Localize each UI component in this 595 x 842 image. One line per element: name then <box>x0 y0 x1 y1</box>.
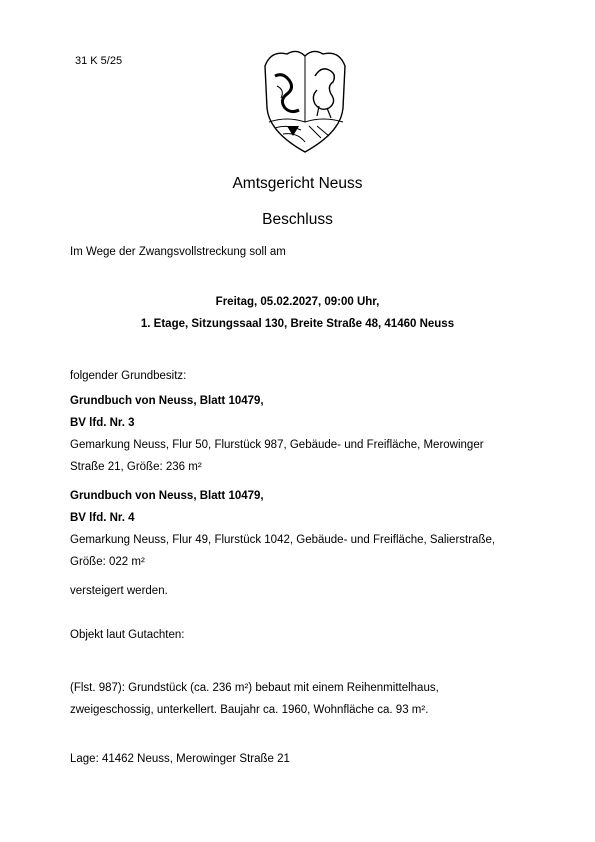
grundbuch-entry: Grundbuch von Neuss, Blatt 10479, <box>70 395 264 407</box>
object-description: Größe: 022 m² <box>70 556 145 568</box>
document-title: Beschluss <box>262 211 333 228</box>
bv-number: BV lfd. Nr. 4 <box>70 512 135 524</box>
object-block-2 <box>70 485 540 573</box>
object-description: Gemarkung Neuss, Flur 49, Flurstück 1042, Gebäude- und Freifläche, Salierstraße, <box>70 534 496 546</box>
grundbuch-entry: Grundbuch von Neuss, Blatt 10479, <box>70 490 264 502</box>
termin-location: 1. Etage, Sitzungssaal 130, Breite Straße 48, 41460 Neuss <box>140 318 455 330</box>
gutachten-text <box>70 677 540 721</box>
intro-text: Im Wege der Zwangsvollstreckung soll am <box>70 246 286 258</box>
object-block-1 <box>70 390 540 478</box>
object-description: Gemarkung Neuss, Flur 50, Flurstück 987, Gebäude- und Freifläche, Merowinger <box>70 439 484 451</box>
grundbesitz-label: folgender Grundbesitz: <box>70 370 187 382</box>
gutachten-label: Objekt laut Gutachten: <box>70 629 185 641</box>
case-number: 31 K 5/25 <box>75 55 123 67</box>
bv-number: BV lfd. Nr. 3 <box>70 417 135 429</box>
gutachten-line: zweigeschossig, unterkellert. Baujahr ca. 1960, Wohnfläche ca. 93 m². <box>70 704 429 716</box>
court-name: Amtsgericht Neuss <box>232 175 363 192</box>
versteigert-text: versteigert werden. <box>70 585 168 597</box>
lage-text: Lage: 41462 Neuss, Merowinger Straße 21 <box>70 753 290 765</box>
gutachten-line: (Flst. 987): Grundstück (ca. 236 m²) bebaut mit einem Reihenmittelhaus, <box>70 682 439 694</box>
coat-of-arms-icon <box>257 46 353 156</box>
termin-date: Freitag, 05.02.2027, 09:00 Uhr, <box>215 296 380 308</box>
object-description: Straße 21, Größe: 236 m² <box>70 461 202 473</box>
